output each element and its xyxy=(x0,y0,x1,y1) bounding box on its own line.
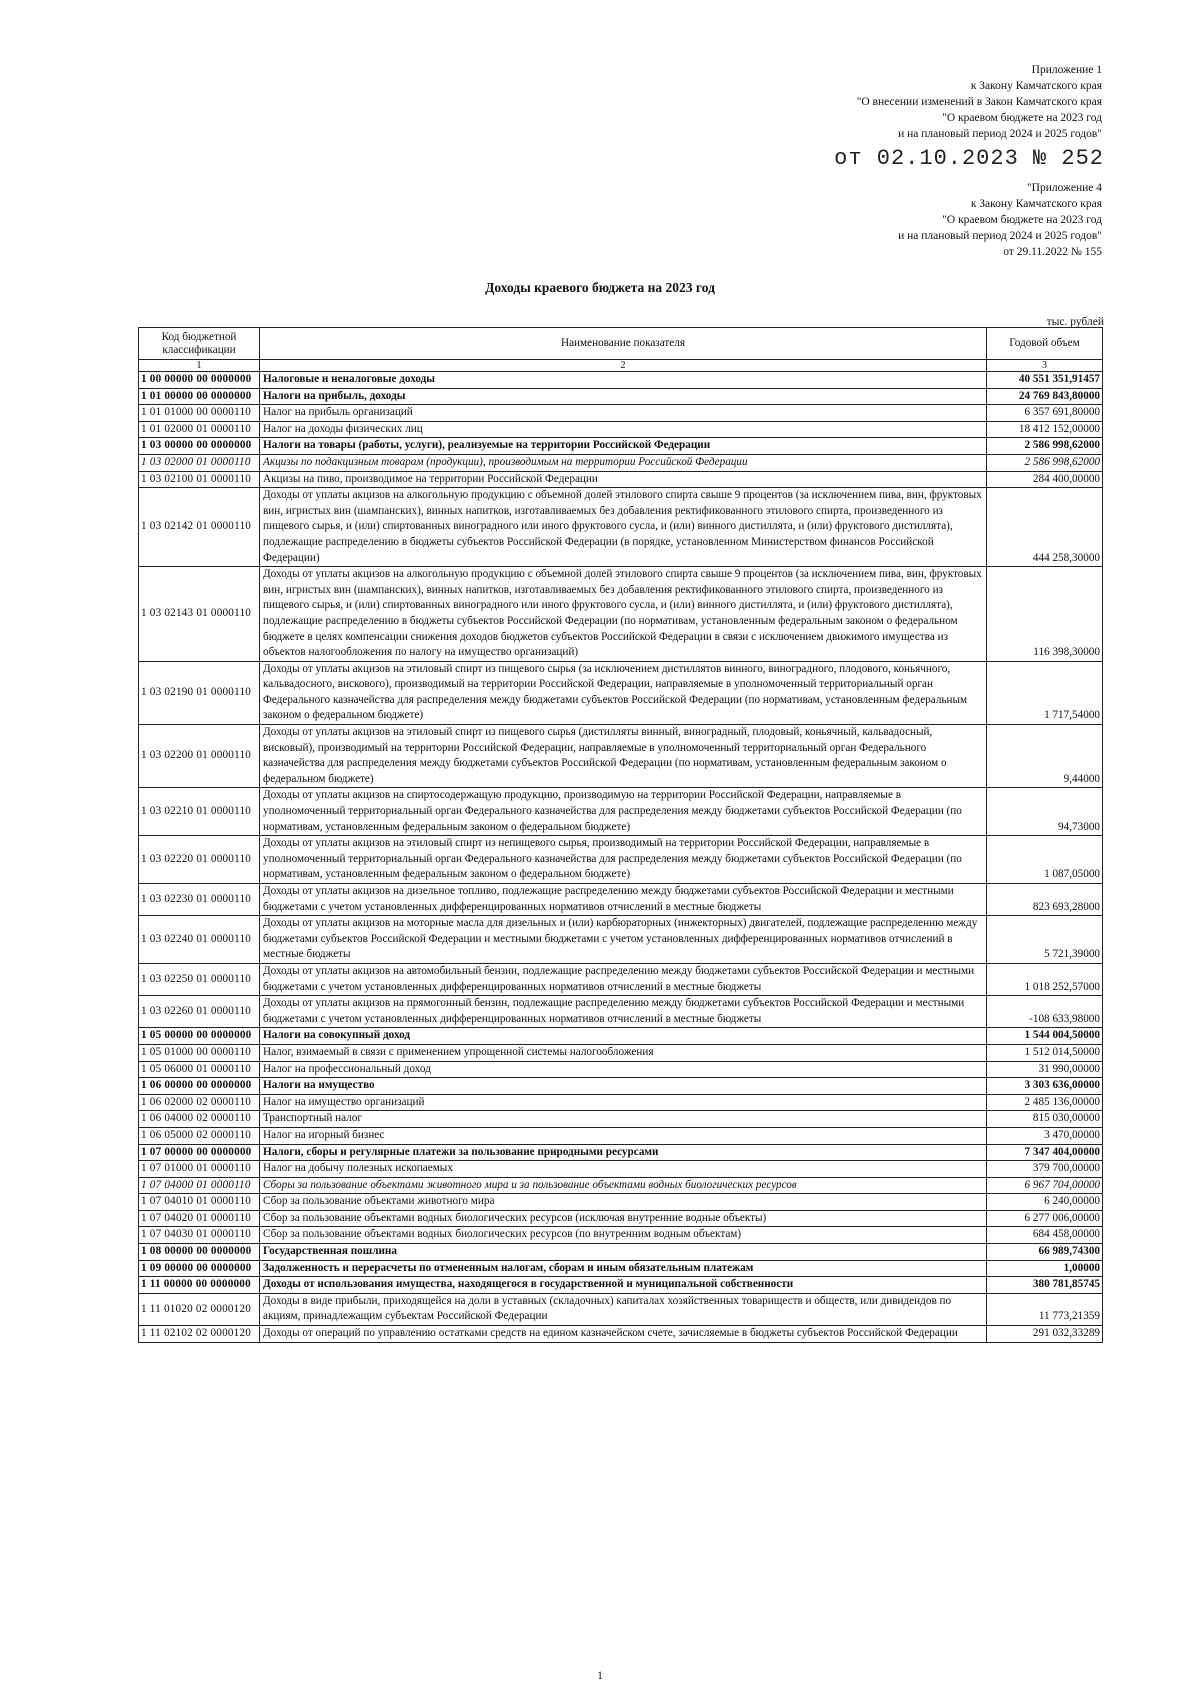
row-code: 1 09 00000 00 0000000 xyxy=(139,1260,260,1277)
row-code: 1 00 00000 00 0000000 xyxy=(139,372,260,389)
row-code: 1 11 00000 00 0000000 xyxy=(139,1277,260,1294)
row-name: Доходы от использования имущества, находящегося в государственной и муниципальной собственности xyxy=(260,1277,987,1294)
row-code: 1 03 02260 01 0000110 xyxy=(139,996,260,1028)
table-row xyxy=(139,884,1103,916)
row-code: 1 01 02000 01 0000110 xyxy=(139,421,260,438)
date-number-stamp: от 02.10.2023 № 252 xyxy=(834,146,1104,171)
column-header-name: Наименование показателя xyxy=(260,328,987,360)
row-name: Налоги на прибыль, доходы xyxy=(260,388,987,405)
header-line: от 29.11.2022 № 155 xyxy=(1003,246,1102,258)
row-name: Доходы от уплаты акцизов на алкогольную продукцию с объемной долей этилового спирта свыше 9 процентов (за исключением пива, вин, фруктовых вин, игристых вин (шампанских), винных напитков, изготавливаемых без добавления ректификованного этилового спирта, произведенного из пищевого сырья, и (или) спиртованных виноградного или иного фруктового сусла, и (или) винного дистиллята, и (или) фруктового дистиллята), подлежащие распределению в бюджеты субъектов Российской Федерации (по нормативам, установленным федеральным законом о федеральном бюджете в целях компенсации снижения доходов бюджетов субъектов Российской Федерации в связи с исключением движимого имущества из объектов налогообложения по налогу на имущество организаций) xyxy=(260,567,987,662)
table-row xyxy=(139,1078,1103,1095)
row-name: Налоги на совокупный доход xyxy=(260,1028,987,1045)
row-code: 1 05 01000 00 0000110 xyxy=(139,1044,260,1061)
row-name: Налог на профессиональный доход xyxy=(260,1061,987,1078)
row-value: 379 700,00000 xyxy=(987,1161,1103,1178)
column-header-code: Код бюджетной классификации xyxy=(139,328,260,360)
row-name: Налог на имущество организаций xyxy=(260,1094,987,1111)
row-code: 1 01 00000 00 0000000 xyxy=(139,388,260,405)
row-name: Сбор за пользование объектами водных биологических ресурсов (исключая внутренние водные объекты) xyxy=(260,1210,987,1227)
page-number: 1 xyxy=(597,1670,603,1682)
row-code: 1 03 02230 01 0000110 xyxy=(139,884,260,916)
row-code: 1 03 02000 01 0000110 xyxy=(139,454,260,471)
row-code: 1 07 00000 00 0000000 xyxy=(139,1144,260,1161)
row-name: Транспортный налог xyxy=(260,1111,987,1128)
row-value: 40 551 351,91457 xyxy=(987,372,1103,389)
row-name: Сборы за пользование объектами животного мира и за пользование объектами водных биологических ресурсов xyxy=(260,1177,987,1194)
table-row xyxy=(139,454,1103,471)
row-code: 1 03 00000 00 0000000 xyxy=(139,438,260,455)
row-value: 1 087,05000 xyxy=(987,836,1103,884)
row-code: 1 01 01000 00 0000110 xyxy=(139,405,260,422)
units-label: тыс. рублей xyxy=(1046,316,1104,328)
budget-income-table xyxy=(138,327,1103,1343)
row-value: 291 032,33289 xyxy=(987,1326,1103,1343)
table-body xyxy=(139,372,1103,1343)
row-value: 3 470,00000 xyxy=(987,1127,1103,1144)
row-name: Доходы от уплаты акцизов на дизельное топливо, подлежащие распределению между бюджетами субъектов Российской Федерации и местными бюджетами с учетом установленных дифференцированных нормативов отчислений в местные бюджеты xyxy=(260,884,987,916)
row-name: Доходы от уплаты акцизов на этиловый спирт из непищевого сырья, производимый на территории Российской Федерации, направляемые в уполномоченный территориальный орган Федерального казначейства для распределения между бюджетами субъектов Российской Федерации (по нормативам, установленным федеральным законом о федеральном бюджете) xyxy=(260,836,987,884)
row-name: Налог на доходы физических лиц xyxy=(260,421,987,438)
row-code: 1 07 04010 01 0000110 xyxy=(139,1194,260,1211)
row-name: Доходы от уплаты акцизов на прямогонный бензин, подлежащие распределению между бюджетами субъектов Российской Федерации и местными бюджетами с учетом установленных дифференцированных нормативов отчислений в местные бюджеты xyxy=(260,996,987,1028)
row-code: 1 06 02000 02 0000110 xyxy=(139,1094,260,1111)
table-row xyxy=(139,1094,1103,1111)
header-line: "О внесении изменений в Закон Камчатского края xyxy=(856,96,1102,108)
row-value: 11 773,21359 xyxy=(987,1293,1103,1325)
row-value: 9,44000 xyxy=(987,725,1103,788)
header-line: "О краевом бюджете на 2023 год xyxy=(942,112,1102,124)
table-row xyxy=(139,1161,1103,1178)
table-row xyxy=(139,471,1103,488)
table-row xyxy=(139,661,1103,724)
table-row xyxy=(139,1260,1103,1277)
table-row xyxy=(139,1061,1103,1078)
table-row xyxy=(139,438,1103,455)
table-row xyxy=(139,725,1103,788)
row-code: 1 08 00000 00 0000000 xyxy=(139,1244,260,1261)
table-row xyxy=(139,388,1103,405)
row-value: 6 240,00000 xyxy=(987,1194,1103,1211)
row-value: 1 512 014,50000 xyxy=(987,1044,1103,1061)
table-row xyxy=(139,1044,1103,1061)
row-name: Налог на прибыль организаций xyxy=(260,405,987,422)
row-value: 6 277 006,00000 xyxy=(987,1210,1103,1227)
row-name: Доходы от уплаты акцизов на этиловый спирт из пищевого сырья (дистилляты винный, виноградный, плодовый, коньячный, кальвадосный, висковый), производимый на территории Российской Федерации, направляемые в уполномоченный территориальный орган Федерального казначейства для распределения между бюджетами субъектов Российской Федерации (по нормативам, установленным федеральным законом о федеральном бюджете) xyxy=(260,725,987,788)
row-name: Акцизы по подакцизным товарам (продукции), производимым на территории Российской Федерации xyxy=(260,454,987,471)
row-name: Налоги, сборы и регулярные платежи за пользование природными ресурсами xyxy=(260,1144,987,1161)
table-row xyxy=(139,405,1103,422)
document-title: Доходы краевого бюджета на 2023 год xyxy=(485,280,715,295)
row-value: 1,00000 xyxy=(987,1260,1103,1277)
row-code: 1 03 02240 01 0000110 xyxy=(139,916,260,964)
table-row xyxy=(139,1244,1103,1261)
row-name: Налог, взимаемый в связи с применением упрощенной системы налогообложения xyxy=(260,1044,987,1061)
row-code: 1 07 04030 01 0000110 xyxy=(139,1227,260,1244)
row-value: 5 721,39000 xyxy=(987,916,1103,964)
row-code: 1 07 04000 01 0000110 xyxy=(139,1177,260,1194)
row-name: Доходы от уплаты акцизов на этиловый спирт из пищевого сырья (за исключением дистиллятов винного, виноградного, плодового, коньячного, кальвадосного, вискового), производимый на территории Российской Федерации, направляемые в уполномоченный территориальный орган Федерального казначейства для распределения между бюджетами субъектов Российской Федерации (по нормативам, установленным федеральным законом о федеральном бюджете) xyxy=(260,661,987,724)
row-name: Сбор за пользование объектами животного мира xyxy=(260,1194,987,1211)
row-code: 1 03 02190 01 0000110 xyxy=(139,661,260,724)
appendix-1-header xyxy=(857,62,1102,142)
row-name: Налог на игорный бизнес xyxy=(260,1127,987,1144)
table-row xyxy=(139,488,1103,567)
row-value: 1 018 252,57000 xyxy=(987,963,1103,995)
row-code: 1 03 02142 01 0000110 xyxy=(139,488,260,567)
row-value: 2 485 136,00000 xyxy=(987,1094,1103,1111)
row-value: 7 347 404,00000 xyxy=(987,1144,1103,1161)
row-code: 1 11 02102 02 0000120 xyxy=(139,1326,260,1343)
table-row xyxy=(139,1326,1103,1343)
row-value: 815 030,00000 xyxy=(987,1111,1103,1128)
column-number: 3 xyxy=(987,360,1103,372)
header-line: "О краевом бюджете на 2023 год xyxy=(942,214,1102,226)
row-name: Сбор за пользование объектами водных биологических ресурсов (по внутренним водным объектам) xyxy=(260,1227,987,1244)
row-code: 1 03 02100 01 0000110 xyxy=(139,471,260,488)
table-row xyxy=(139,1293,1103,1325)
header-line: и на плановый период 2024 и 2025 годов" xyxy=(898,128,1102,140)
row-name: Государственная пошлина xyxy=(260,1244,987,1261)
table-header-row xyxy=(139,328,1103,360)
column-header-value: Годовой объем xyxy=(987,328,1103,360)
table-row xyxy=(139,1111,1103,1128)
row-code: 1 07 01000 01 0000110 xyxy=(139,1161,260,1178)
row-value: 823 693,28000 xyxy=(987,884,1103,916)
row-code: 1 11 01020 02 0000120 xyxy=(139,1293,260,1325)
table-row xyxy=(139,916,1103,964)
row-value: 444 258,30000 xyxy=(987,488,1103,567)
table-row xyxy=(139,1227,1103,1244)
table-row xyxy=(139,1277,1103,1294)
appendix-4-header xyxy=(898,180,1102,260)
header-line: к Закону Камчатского края xyxy=(970,80,1102,92)
header-line: "Приложение 4 xyxy=(1026,182,1102,194)
row-name: Налоговые и неналоговые доходы xyxy=(260,372,987,389)
row-name: Доходы в виде прибыли, приходящейся на доли в уставных (складочных) капиталах хозяйственных товариществ и обществ, или дивидендов по акциям, принадлежащим субъектам Российской Федерации xyxy=(260,1293,987,1325)
row-name: Доходы от уплаты акцизов на спиртосодержащую продукцию, производимую на территории Российской Федерации, направляемые в уполномоченный территориальный орган Федерального казначейства для распределения между бюджетами субъектов Российской Федерации (по нормативам, установленным федеральным законом о федеральном бюджете) xyxy=(260,788,987,836)
row-code: 1 05 06000 01 0000110 xyxy=(139,1061,260,1078)
row-value: 2 586 998,62000 xyxy=(987,438,1103,455)
row-name: Доходы от уплаты акцизов на алкогольную продукцию с объемной долей этилового спирта свыше 9 процентов (за исключением пива, вин, фруктовых вин, игристых вин (шампанских), винных напитков, изготавливаемых без добавления ректификованного этилового спирта, произведенного из пищевого сырья, и (или) спиртованных виноградного или иного фруктового сусла, и (или) винного дистиллята, и (или) фруктового дистиллята), подлежащие распределению в бюджеты субъектов Российской Федерации (в порядке, установленном Министерством финансов Российской Федерации) xyxy=(260,488,987,567)
row-code: 1 05 00000 00 0000000 xyxy=(139,1028,260,1045)
row-value: 116 398,30000 xyxy=(987,567,1103,662)
column-number: 2 xyxy=(260,360,987,372)
table-row xyxy=(139,1028,1103,1045)
table-row xyxy=(139,1177,1103,1194)
row-value: -108 633,98000 xyxy=(987,996,1103,1028)
column-number: 1 xyxy=(139,360,260,372)
row-name: Задолженность и перерасчеты по отмененным налогам, сборам и иным обязательным платежам xyxy=(260,1260,987,1277)
row-value: 284 400,00000 xyxy=(987,471,1103,488)
row-code: 1 06 04000 02 0000110 xyxy=(139,1111,260,1128)
row-name: Налог на добычу полезных ископаемых xyxy=(260,1161,987,1178)
row-code: 1 03 02143 01 0000110 xyxy=(139,567,260,662)
table-row xyxy=(139,372,1103,389)
row-name: Доходы от операций по управлению остатками средств на едином казначейском счете, зачисляемые в бюджеты субъектов Российской Федерации xyxy=(260,1326,987,1343)
row-value: 2 586 998,62000 xyxy=(987,454,1103,471)
table-row xyxy=(139,1144,1103,1161)
row-value: 6 967 704,00000 xyxy=(987,1177,1103,1194)
row-code: 1 03 02250 01 0000110 xyxy=(139,963,260,995)
row-code: 1 03 02220 01 0000110 xyxy=(139,836,260,884)
table-row xyxy=(139,1127,1103,1144)
row-value: 684 458,00000 xyxy=(987,1227,1103,1244)
row-value: 380 781,85745 xyxy=(987,1277,1103,1294)
row-value: 3 303 636,00000 xyxy=(987,1078,1103,1095)
row-value: 1 717,54000 xyxy=(987,661,1103,724)
header-line: Приложение 1 xyxy=(1031,64,1102,76)
row-name: Акцизы на пиво, производимое на территории Российской Федерации xyxy=(260,471,987,488)
table-row xyxy=(139,836,1103,884)
row-code: 1 07 04020 01 0000110 xyxy=(139,1210,260,1227)
table-row xyxy=(139,567,1103,662)
row-value: 6 357 691,80000 xyxy=(987,405,1103,422)
row-value: 94,73000 xyxy=(987,788,1103,836)
row-name: Налоги на имущество xyxy=(260,1078,987,1095)
row-code: 1 06 05000 02 0000110 xyxy=(139,1127,260,1144)
column-number-row xyxy=(139,360,1103,372)
row-code: 1 03 02200 01 0000110 xyxy=(139,725,260,788)
row-name: Налоги на товары (работы, услуги), реализуемые на территории Российской Федерации xyxy=(260,438,987,455)
table-row xyxy=(139,1194,1103,1211)
table-row xyxy=(139,963,1103,995)
row-value: 1 544 004,50000 xyxy=(987,1028,1103,1045)
row-name: Доходы от уплаты акцизов на моторные масла для дизельных и (или) карбюраторных (инжекторных) двигателей, подлежащие распределению между бюджетами субъектов Российской Федерации и местными бюджетами с учетом установленных дифференцированных нормативов отчислений в местные бюджеты xyxy=(260,916,987,964)
header-line: к Закону Камчатского края xyxy=(970,198,1102,210)
row-code: 1 03 02210 01 0000110 xyxy=(139,788,260,836)
row-name: Доходы от уплаты акцизов на автомобильный бензин, подлежащие распределению между бюджетами субъектов Российской Федерации и местными бюджетами с учетом установленных дифференцированных нормативов отчислений в местные бюджеты xyxy=(260,963,987,995)
row-value: 31 990,00000 xyxy=(987,1061,1103,1078)
row-value: 18 412 152,00000 xyxy=(987,421,1103,438)
table-row xyxy=(139,996,1103,1028)
table-row xyxy=(139,421,1103,438)
row-value: 24 769 843,80000 xyxy=(987,388,1103,405)
row-code: 1 06 00000 00 0000000 xyxy=(139,1078,260,1095)
header-line: и на плановый период 2024 и 2025 годов" xyxy=(898,230,1102,242)
table-row xyxy=(139,788,1103,836)
row-value: 66 989,74300 xyxy=(987,1244,1103,1261)
table-row xyxy=(139,1210,1103,1227)
